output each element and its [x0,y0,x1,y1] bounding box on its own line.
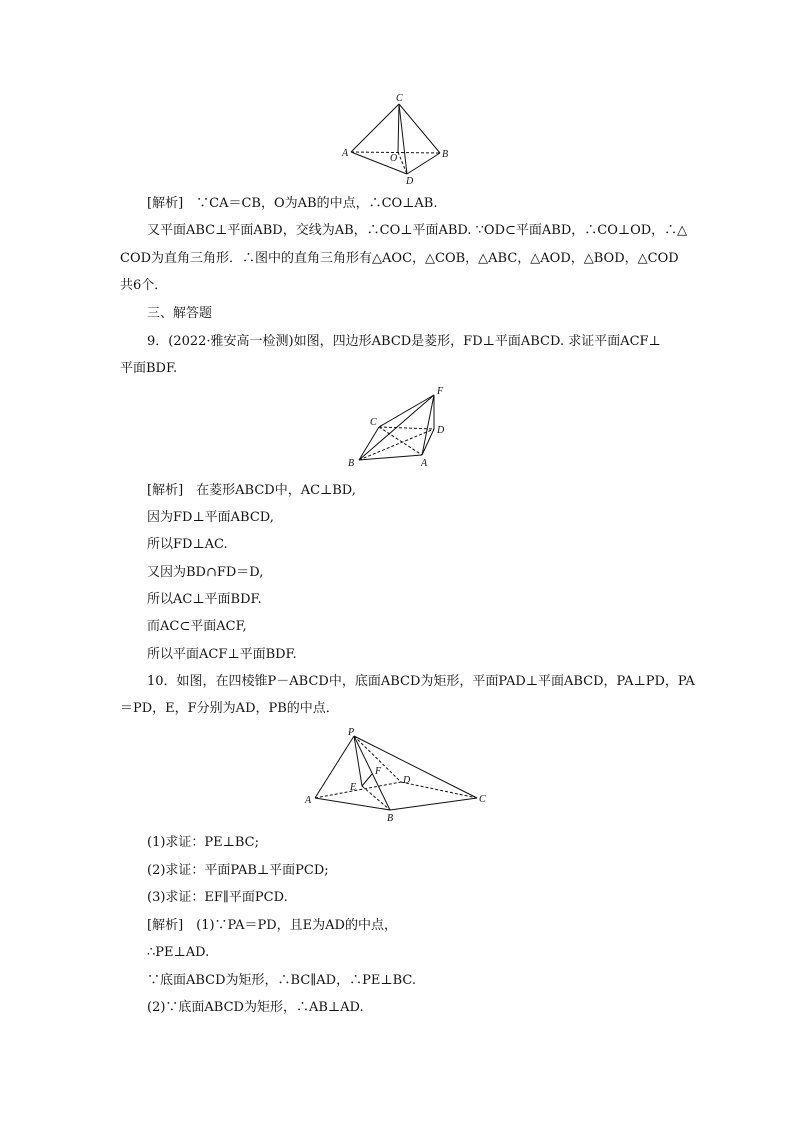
label-A: A [421,458,428,469]
label-F: F [437,386,444,397]
question-10-solution-line-1: [解析] (1)∵PA＝PD，且E为AD的中点， [147,918,397,933]
label-C: C [396,93,403,104]
label-B: B [348,458,355,469]
label-P: P [348,727,355,738]
question-9-solution-line-7: 所以平面ACF⊥平面BDF. [147,647,297,662]
question-10-solution-line-3: ∵底面ABCD为矩形，∴BC∥AD，∴PE⊥BC. [147,973,416,988]
label-O: O [390,153,398,164]
question-9-solution-line-5: 所以AC⊥平面BDF. [147,592,262,607]
question-9-solution-line-3: 所以FD⊥AC. [147,537,228,552]
solution-8-line-1: [解析] ∵CA＝CB，O为AB的中点，∴CO⊥AB. [147,196,438,211]
section-heading: 三、解答题 [147,306,213,321]
question-9-solution-line-4: 又因为BD∩FD＝D, [147,565,264,580]
label-F: F [375,766,382,777]
question-9-solution-line-1: [解析] 在菱形ABCD中，AC⊥BD, [147,483,356,498]
question-9-solution-line-6: 而AC⊂平面ACF, [147,619,247,634]
question-10-part-2: (2)求证：平面PAB⊥平面PCD; [147,863,329,878]
label-A: A [305,795,312,806]
solution-8-line-3: COD为直角三角形．∴图中的直角三角形有△AOC，△COB，△ABC，△AOD，△BOD，△COD [120,251,679,266]
label-C: C [479,794,486,805]
figure-pyramid [304,726,494,826]
question-10-solution-line-4: (2)∵底面ABCD为矩形，∴AB⊥AD. [147,1000,364,1015]
solution-8-line-2: 又平面ABC⊥平面ABD，交线为AB，∴CO⊥平面ABD. ∵OD⊂平面ABD，∴CO⊥OD，∴△ [147,223,688,238]
figure-tetrahedron [340,92,460,192]
solution-8-line-4: 共6个． [120,278,168,293]
figure-rhombus [342,384,462,474]
question-9-stem-line-2: 平面BDF. [120,361,178,376]
question-10-stem-line-1: 10．如图，在四棱锥P－ABCD中，底面ABCD为矩形，平面PAD⊥平面ABCD，PA⊥PD，PA [147,674,695,689]
label-D: D [406,176,414,187]
label-D: D [437,425,445,436]
label-B: B [442,149,449,160]
question-10-stem-line-2: ＝PD，E，F分别为AD，PB的中点． [120,701,339,716]
question-10-solution-line-2: ∴PE⊥AD. [147,945,210,960]
label-A: A [342,148,349,159]
question-9-stem-line-1: 9．(2022·雅安高一检测)如图，四边形ABCD是菱形，FD⊥平面ABCD. 求证平面ACF⊥ [147,334,661,349]
label-B: B [387,813,394,824]
question-9-solution-line-2: 因为FD⊥平面ABCD, [147,510,274,525]
question-10-part-1: (1)求证：PE⊥BC; [147,835,259,850]
label-C: C [370,417,377,428]
label-D: D [403,775,411,786]
label-E: E [350,782,357,793]
question-10-part-3: (3)求证：EF∥平面PCD. [147,890,288,905]
